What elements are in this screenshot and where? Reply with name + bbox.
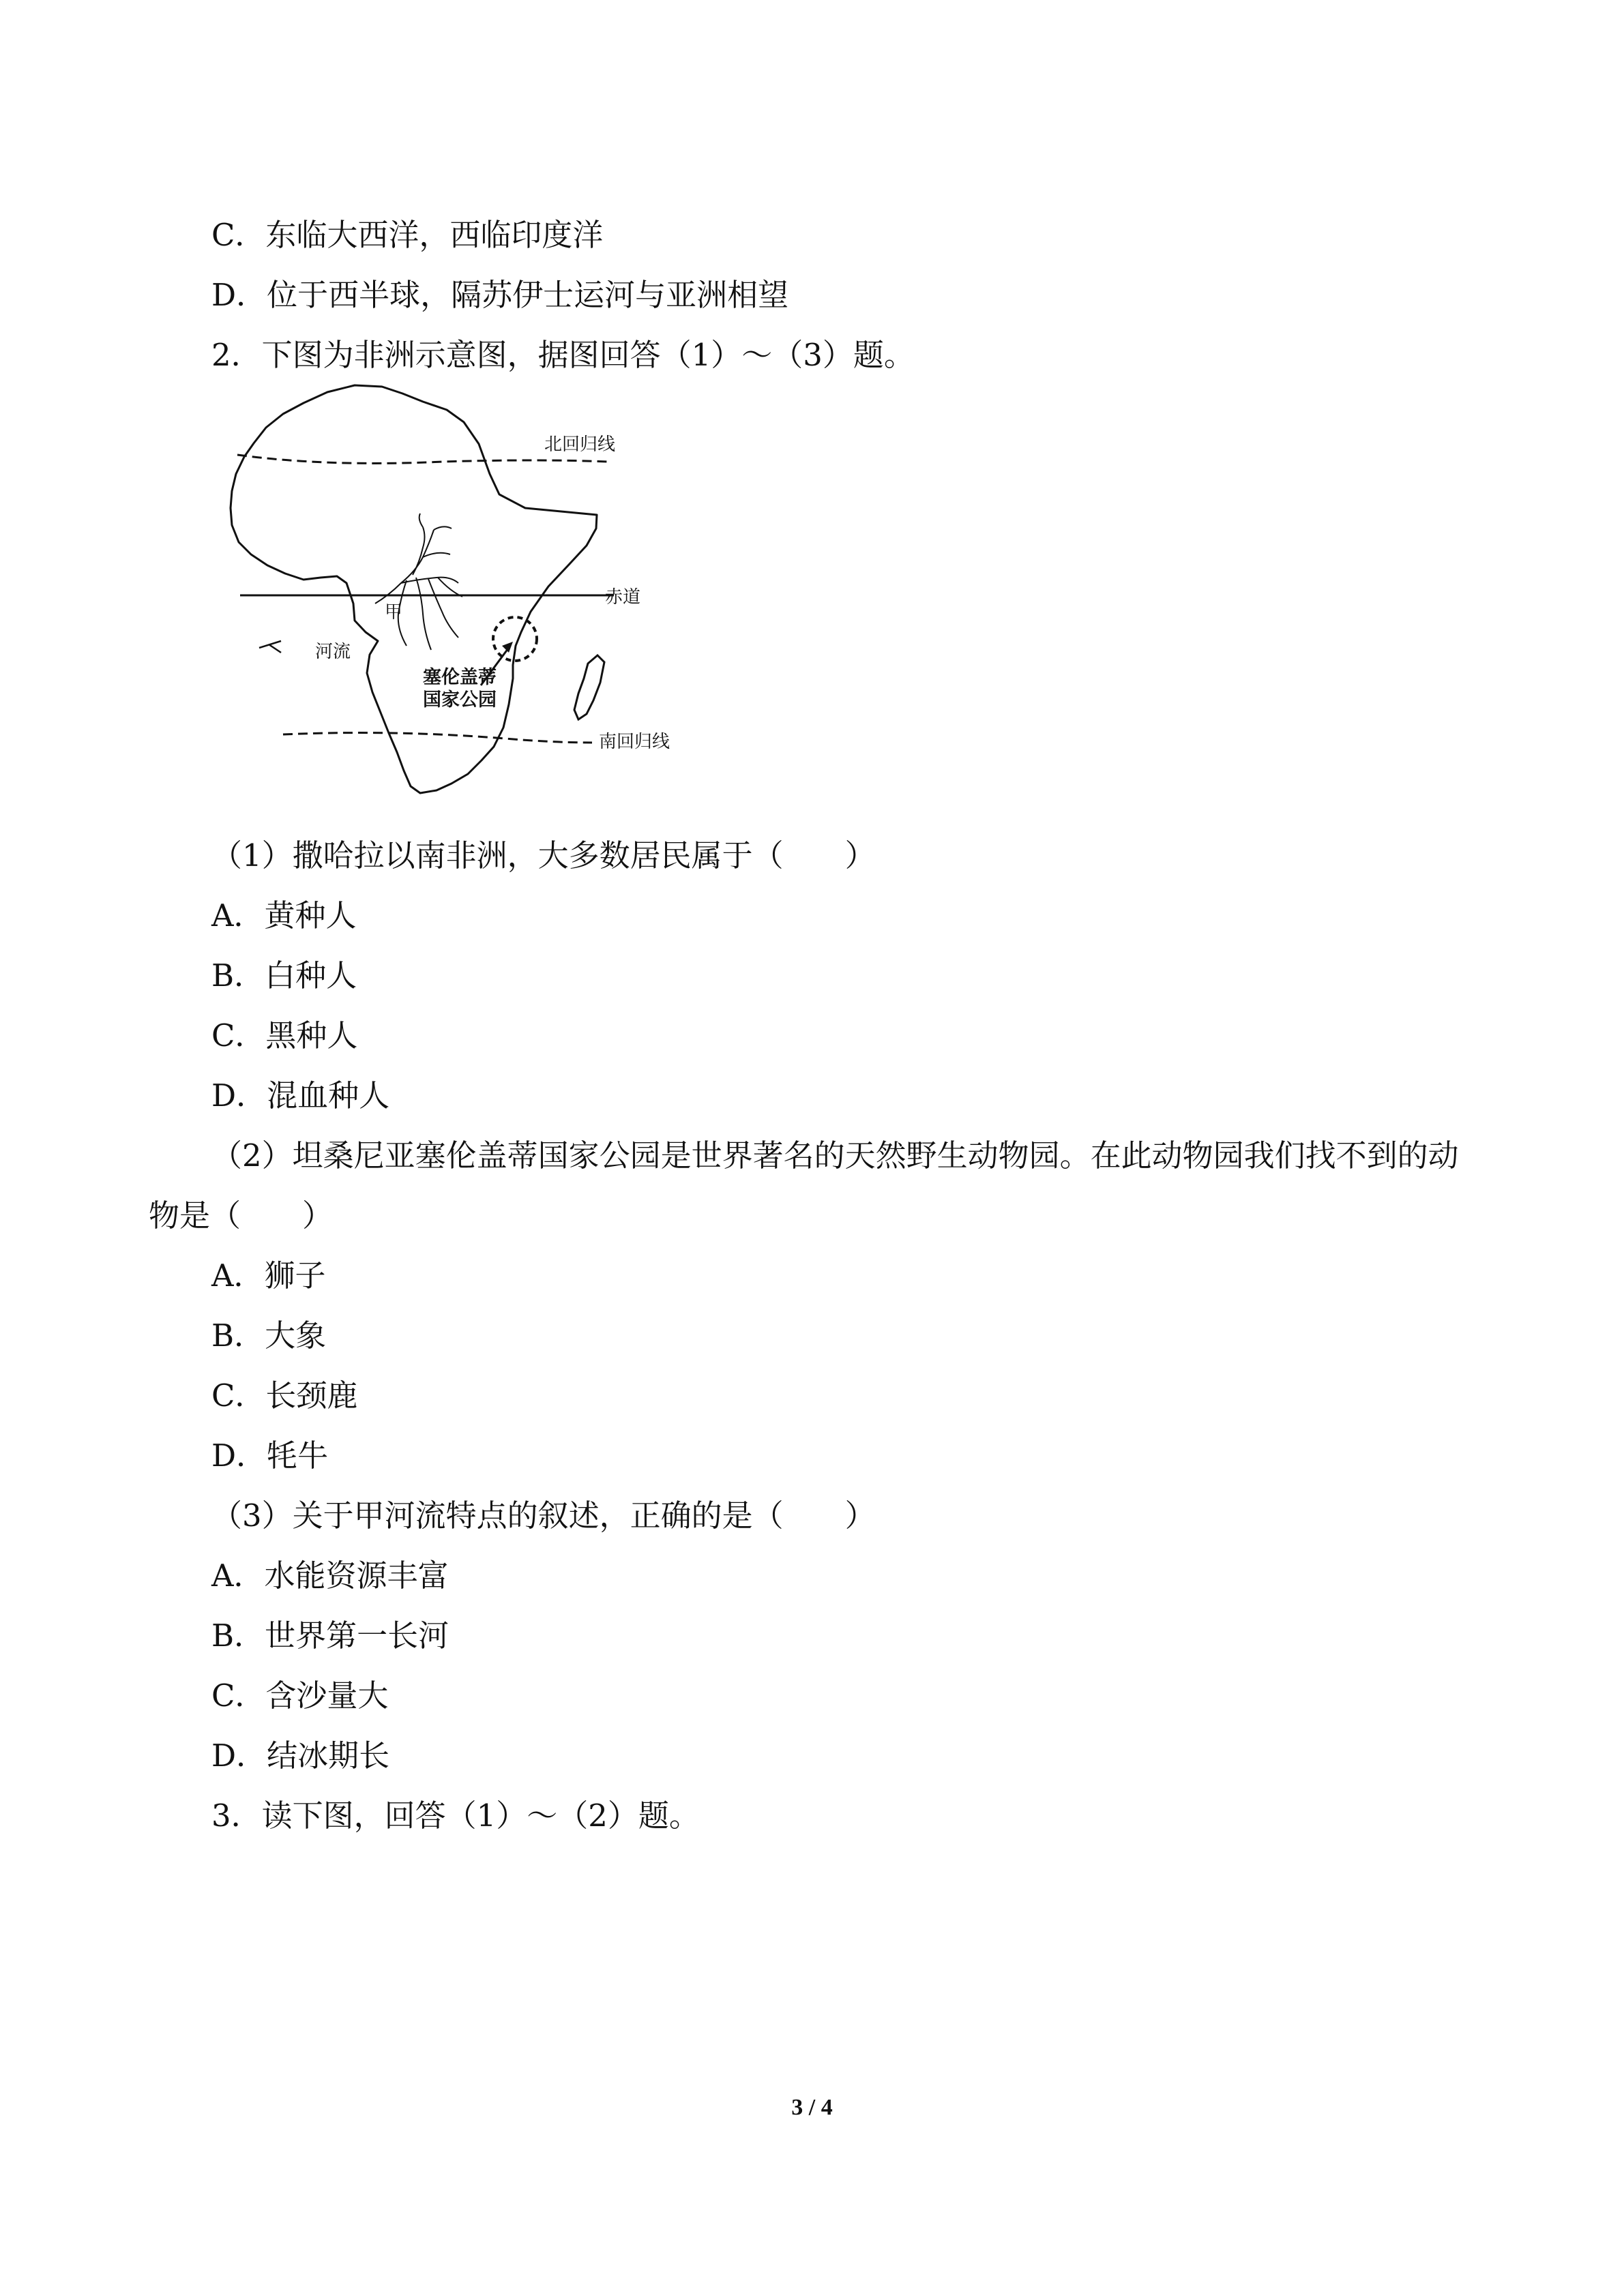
q2-sub2-option-d: D．牦牛: [211, 1437, 329, 1474]
q2-sub3-option-d: D．结冰期长: [211, 1738, 390, 1774]
africa-outline: [231, 385, 597, 793]
q2-sub2-option-a: A．狮子: [211, 1257, 326, 1294]
q2-sub2-stem: （2）坦桑尼亚塞伦盖蒂国家公园是世界著名的天然野生动物园。在此动物园我们找不到的动物是（ ）: [149, 1137, 1459, 1234]
tropic-of-cancer-line: [237, 455, 607, 463]
africa-map: [218, 378, 696, 801]
label-river-jia: 甲: [385, 602, 403, 623]
q2-sub1-option-a: A．黄种人: [211, 897, 357, 934]
q1-option-c: C．东临大西洋，西临印度洋: [211, 217, 604, 253]
q2-sub1-option-d: D．混血种人: [211, 1077, 390, 1114]
label-serengeti-line1: 塞伦盖蒂: [423, 667, 497, 688]
label-serengeti-line2: 国家公园: [423, 689, 497, 711]
q2-sub3-option-a: A．水能资源丰富: [211, 1557, 449, 1594]
q2-sub2-option-c: C．长颈鹿: [211, 1377, 358, 1414]
q3-stem: 3．读下图，回答（1）～（2）题。: [211, 1798, 700, 1834]
q1-option-d: D．位于西半球，隔苏伊士运河与亚洲相望: [211, 277, 789, 313]
q2-stem: 2．下图为非洲示意图，据图回答（1）～（3）题。: [211, 337, 915, 373]
q2-sub3-option-b: B．世界第一长河: [211, 1617, 449, 1654]
madagascar-outline: [574, 655, 604, 719]
legend-river-icon: [259, 641, 281, 653]
q2-sub2-option-b: B．大象: [211, 1317, 327, 1354]
q2-sub3-option-c: C．含沙量大: [211, 1678, 389, 1714]
q2-sub1-stem: （1）撒哈拉以南非洲，大多数居民属于（ ）: [211, 837, 876, 874]
label-tropic-of-cancer: 北回归线: [544, 434, 616, 455]
serengeti-arrowhead: [502, 642, 513, 653]
page-number: 3 / 4: [791, 2095, 833, 2120]
label-legend-river: 河流: [315, 642, 351, 662]
congo-river: [375, 513, 462, 650]
q2-sub3-stem: （3）关于甲河流特点的叙述，正确的是（ ）: [211, 1497, 876, 1534]
label-tropic-of-capricorn: 南回归线: [599, 732, 670, 752]
label-equator: 赤道: [605, 587, 641, 608]
q2-sub1-option-c: C．黑种人: [211, 1017, 358, 1054]
q2-sub1-option-b: B．白种人: [211, 957, 357, 994]
tropic-of-capricorn-line: [283, 733, 592, 743]
